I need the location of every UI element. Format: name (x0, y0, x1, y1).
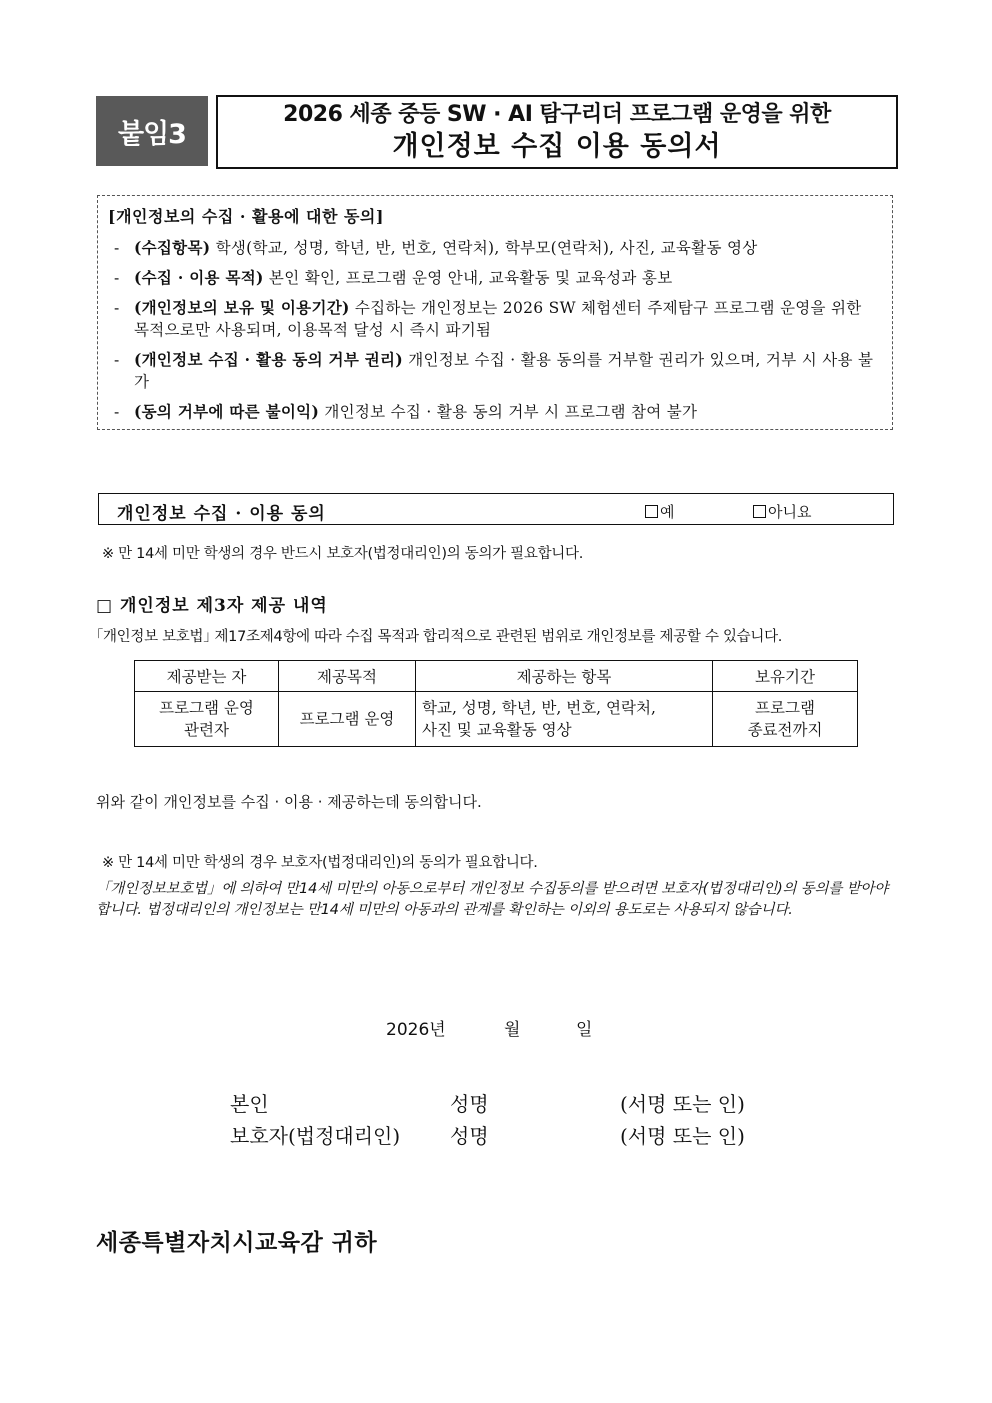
consent-item-label: (수집항목) (134, 238, 211, 257)
table-cell-purpose: 프로그램 운영 (279, 692, 416, 747)
table-header-recipient: 제공받는 자 (135, 661, 279, 692)
signature-self-name-label: 성명 (450, 1092, 489, 1116)
signature-self-sign-field[interactable]: (서명 또는 인) (620, 1092, 745, 1116)
agree-no-checkbox[interactable] (753, 501, 811, 522)
consent-item-text: 개인정보 수집 · 활용 동의 거부 시 프로그램 참여 불가 (319, 403, 698, 421)
under14-notice: ※ 만 14세 미만 학생의 경우 반드시 보호자(법정대리인)의 동의가 필요합니다. (102, 546, 584, 562)
consent-item-label: (개인정보 수집 · 활용 동의 거부 권리) (134, 350, 403, 369)
cell-line: 사진 및 교육활동 영상 (422, 721, 572, 739)
consent-item-text: 개인정보 수집 · 활용 동의를 거부할 권리가 있으며, 거부 시 사용 불가 (134, 351, 874, 391)
legal-paragraph: 「개인정보보호법」에 의하여 만14세 미만의 아동으로부터 개인정보 수집동의를 받으려면 보호자(법정대리인)의 동의를 받아야 합니다. 법정대리인의 개인정보는 만14세 미만의 아동과의 관계를 확인하는 이외의 용도로는 사용되지 않습니다. (96, 881, 889, 918)
table-header-row (135, 661, 858, 692)
checkbox-icon (753, 505, 766, 518)
consent-item-retention: - (개인정보의 보유 및 이용기간) 수집하는 개인정보는 2026 SW 체험센터 주제탐구 프로그램 운영을 위한 목적으로만 사용되며, 이용목적 달성 시 즉시 파기됨 (114, 298, 862, 339)
signature-guardian-name-label: 성명 (450, 1124, 489, 1148)
third-party-table (134, 660, 858, 747)
date-day: 일 (576, 1020, 593, 1040)
table-cell-items (416, 692, 713, 747)
table-header-items: 제공하는 항목 (416, 661, 713, 692)
signature-self-label: 본인 (230, 1092, 269, 1116)
agree-yes-checkbox[interactable] (645, 501, 675, 522)
cell-line: 학교, 성명, 학년, 반, 번호, 연락처, (422, 699, 656, 717)
cell-line: 관련자 (184, 721, 229, 739)
consent-item-purpose: - (수집 · 이용 목적) 본인 확인, 프로그램 운영 안내, 교육활동 및 교육성과 홍보 (114, 268, 673, 287)
table-cell-period (713, 692, 858, 747)
table-row (135, 692, 858, 747)
consent-item-disadvantage: - (동의 거부에 따른 불이익) 개인정보 수집 · 활용 동의 거부 시 프로그램 참여 불가 (114, 402, 698, 421)
consent-agree-row (98, 493, 894, 525)
consent-agree-label: 개인정보 수집 · 이용 동의 (117, 504, 326, 524)
consent-item-refusal-right: - (개인정보 수집 · 활용 동의 거부 권리) 개인정보 수집 · 활용 동의를 거부할 권리가 있으며, 거부 시 사용 불가 (114, 350, 874, 391)
consent-info-box (97, 195, 893, 430)
consent-item-text: 학생(학교, 성명, 학년, 반, 번호, 연락처), 학부모(연락처), 사진, 교육활동 영상 (210, 239, 758, 257)
agree-no-label: 아니요 (768, 503, 812, 521)
date-month: 월 (504, 1020, 521, 1040)
cell-line: 프로그램 운영 (159, 699, 254, 717)
document-title-box (216, 95, 898, 169)
signature-guardian-label: 보호자(법정대리인) (230, 1124, 401, 1148)
date-year: 2026년 (386, 1020, 446, 1040)
attachment-badge: 붙임3 (96, 96, 208, 166)
agreement-statement: 위와 같이 개인정보를 수집 · 이용 · 제공하는데 동의합니다. (96, 793, 482, 811)
consent-item-text: 본인 확인, 프로그램 운영 안내, 교육활동 및 교육성과 홍보 (263, 269, 673, 287)
under14-guardian-notice: ※ 만 14세 미만 학생의 경우 보호자(법정대리인)의 동의가 필요합니다. (102, 855, 538, 871)
third-party-section-description: ｢개인정보 보호법｣ 제17조제4항에 따라 수집 목적과 합리적으로 관련된 범위로 개인정보를 제공할 수 있습니다. (96, 629, 783, 645)
consent-item-label: (수집 · 이용 목적) (134, 268, 264, 287)
cell-line: 프로그램 (755, 699, 815, 717)
consent-item-label: (개인정보의 보유 및 이용기간) (134, 298, 350, 317)
cell-line: 종료전까지 (747, 721, 823, 739)
document-title-line1: 2026 세종 중등 SW · AI 탐구리더 프로그램 운영을 위한 (283, 102, 831, 127)
consent-info-heading: [개인정보의 수집 · 활용에 대한 동의] (108, 207, 384, 226)
date-line (386, 1015, 592, 1040)
document-title-line2: 개인정보 수집 이용 동의서 (392, 131, 722, 162)
consent-item-collect-items: - (수집항목) 학생(학교, 성명, 학년, 반, 번호, 연락처), 학부모(연락처), 사진, 교육활동 영상 (114, 238, 758, 257)
third-party-section-title: □ 개인정보 제3자 제공 내역 (96, 596, 328, 616)
consent-item-text: 수집하는 개인정보는 2026 SW 체험센터 주제탐구 프로그램 운영을 위한 목적으로만 사용되며, 이용목적 달성 시 즉시 파기됨 (134, 299, 862, 339)
agree-yes-label: 예 (660, 503, 675, 521)
table-header-period: 보유기간 (713, 661, 858, 692)
consent-item-label: (동의 거부에 따른 불이익) (134, 402, 320, 421)
addressee: 세종특별자치시교육감 귀하 (96, 1229, 378, 1256)
table-header-purpose: 제공목적 (279, 661, 416, 692)
table-cell-recipient (135, 692, 279, 747)
checkbox-icon (645, 505, 658, 518)
signature-guardian-sign-field[interactable]: (서명 또는 인) (620, 1124, 745, 1148)
